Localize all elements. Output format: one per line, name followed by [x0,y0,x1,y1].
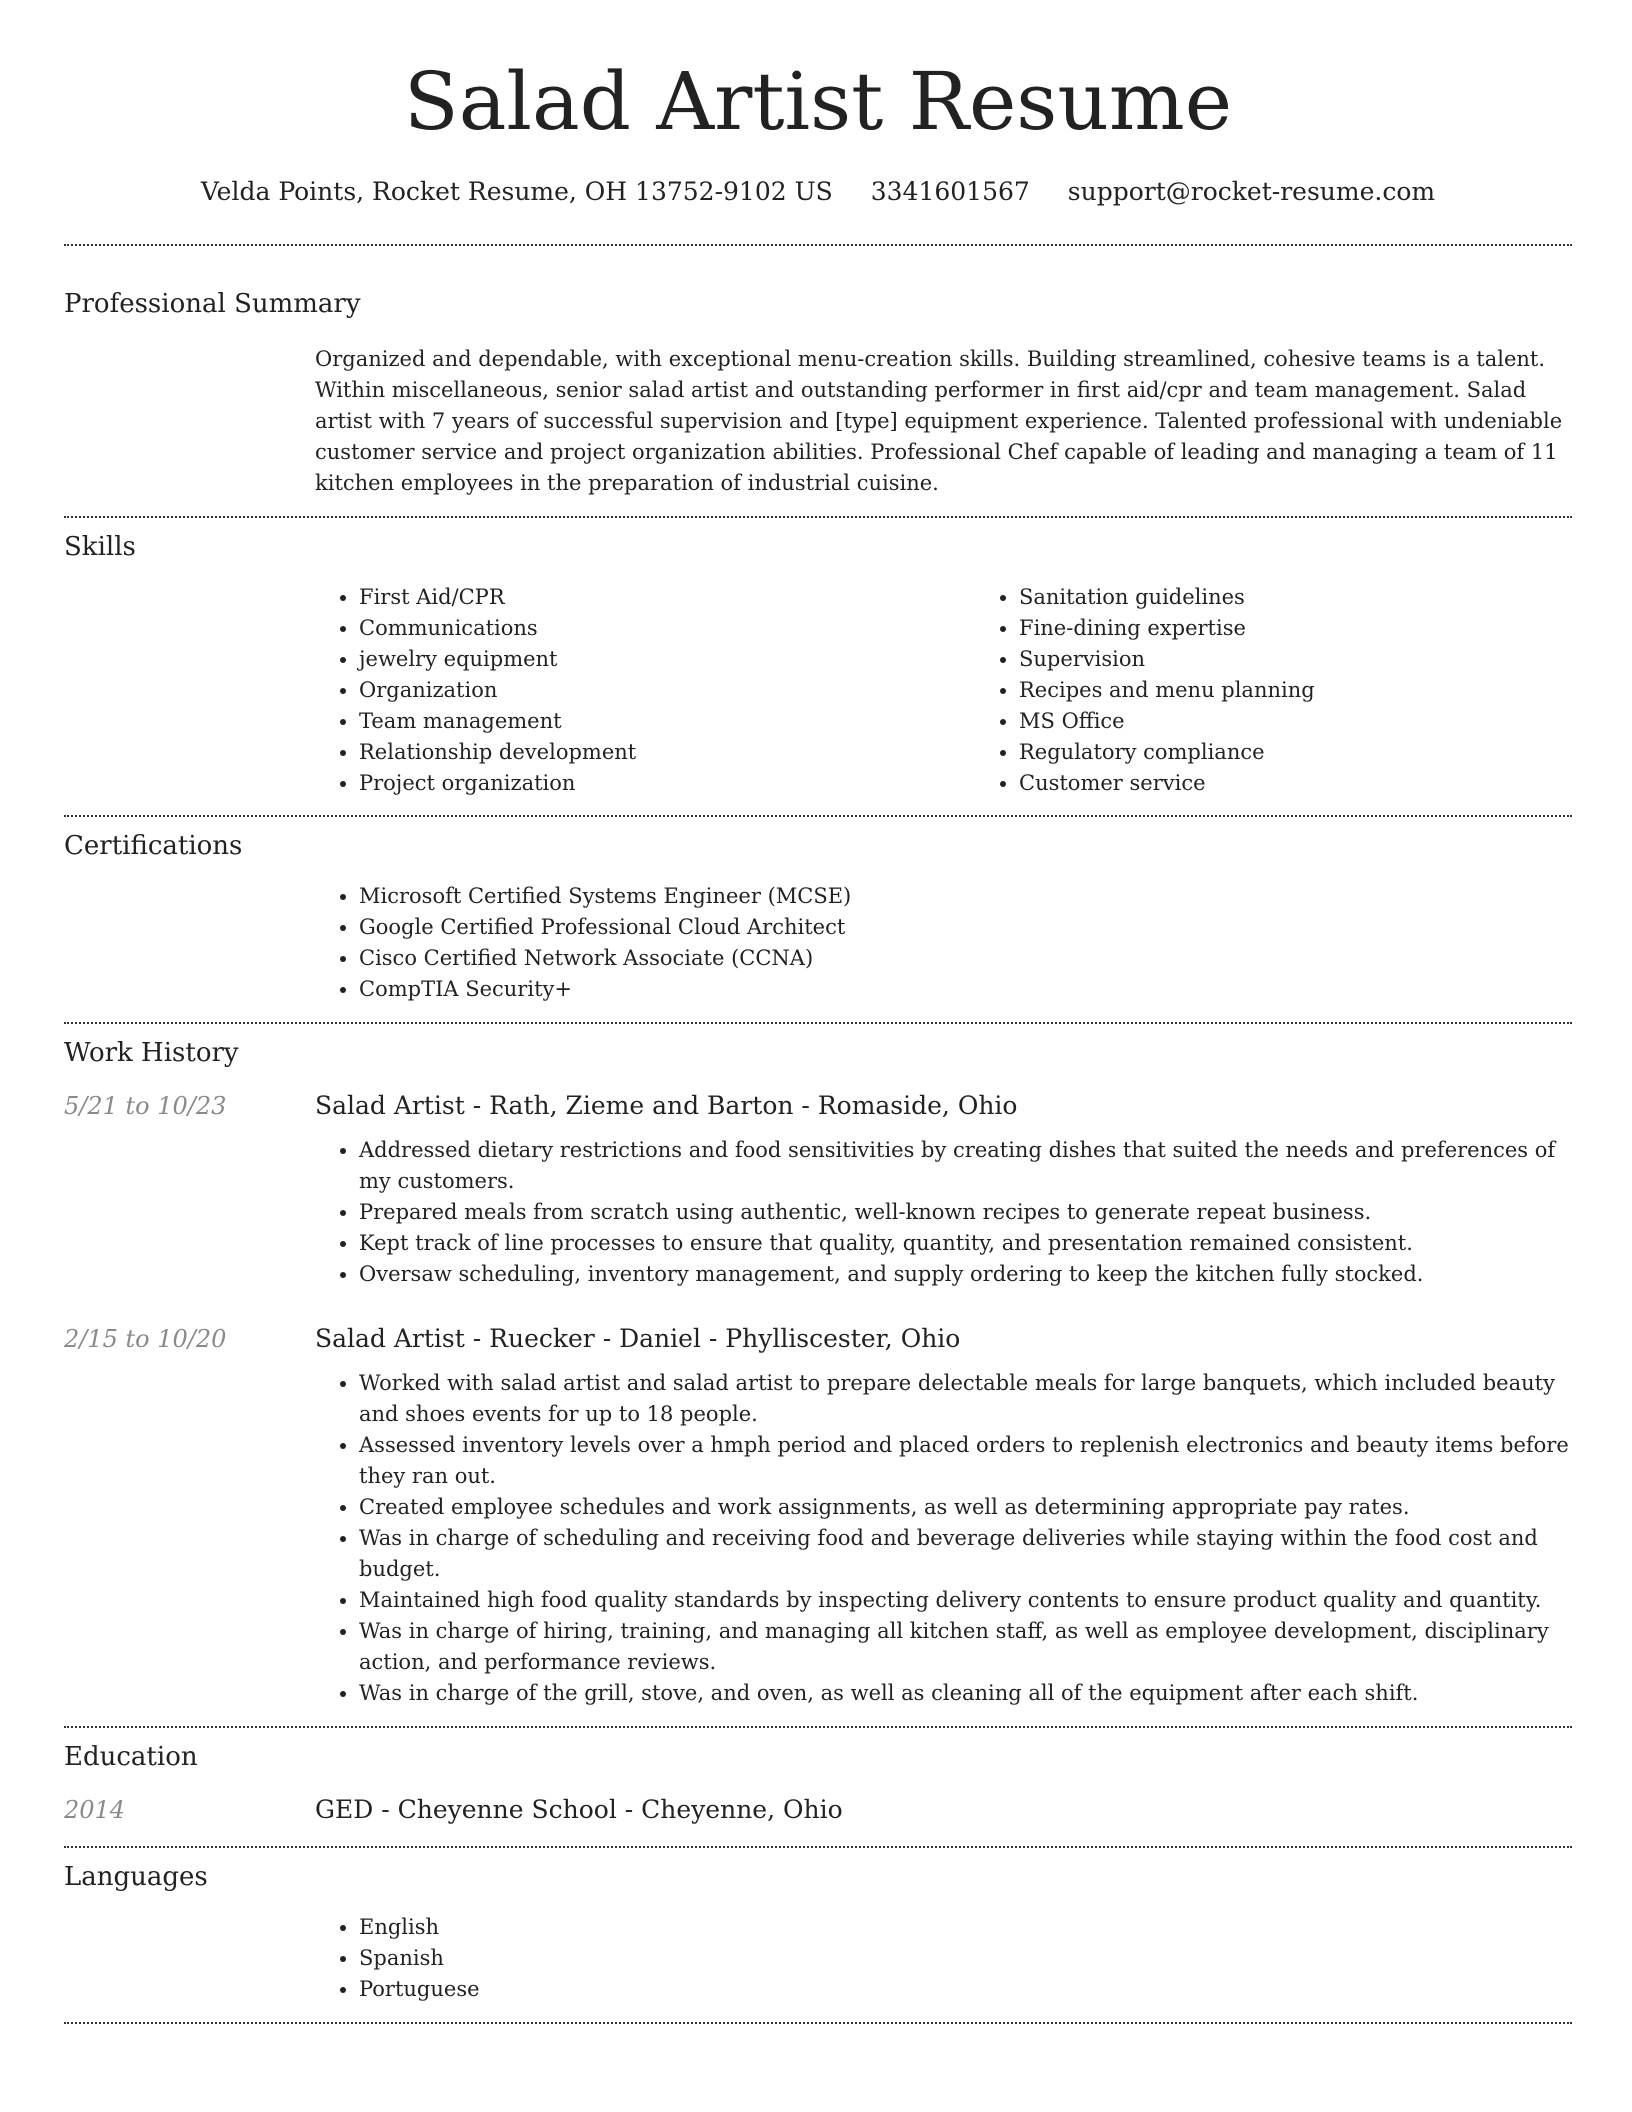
job-bullet: • Prepared meals from scratch using authentic, well-known recipes to generate repeat business. [359,1197,1572,1228]
job-bullet: • Was in charge of the grill, stove, and oven, as well as cleaning all of the equipment after each shift. [359,1678,1572,1709]
job-bullet: • Created employee schedules and work assignments, as well as determining appropriate pay rates. [359,1492,1572,1523]
summary-heading: Professional Summary [64,289,361,319]
languages-list [315,1912,1572,2005]
job-details [315,1368,1572,1709]
skill-item: • Project organization [359,768,975,799]
languages-content [315,1912,1572,2005]
contact-line [64,174,1572,210]
certification-item: • Google Certified Professional Cloud Architect [359,912,1572,943]
job-bullet: • Worked with salad artist and salad artist to prepare delectable meals for large banquets, which included beauty and shoes events for up to 18 people. [359,1368,1572,1430]
skill-item: • Recipes and menu planning [1019,675,1632,706]
divider [64,244,1572,246]
job-bullet: • Was in charge of hiring, training, and managing all kitchen staff, as well as employee development, disciplinary action, and performance reviews. [359,1616,1572,1678]
contact-email: support@rocket-resume.com [1067,177,1436,206]
education-heading: Education [64,1742,198,1772]
skill-item: • jewelry equipment [359,644,975,675]
job-bullet: • Was in charge of scheduling and receiving food and beverage deliveries while staying within the food cost and budget. [359,1523,1572,1585]
page-title: Salad Artist Resume [403,55,1233,148]
summary-text: Organized and dependable, with exceptional menu-creation skills. Building streamlined, cohesive teams is a talent. Within miscellaneous, senior salad artist and outstanding performer in first aid/cpr and team management. Salad artist with 7 years of successful supervision and [type] equipment experience. Talented professional with undeniable customer service and project organization abilities. Professional Chef capable of leading and managing a team of 11 kitchen employees in the preparation of industrial cuisine. [315,347,1563,495]
skills-section [64,529,1572,799]
skill-item: • Sanitation guidelines [1019,582,1632,613]
work-heading: Work History [64,1038,239,1068]
job-bullet: • Assessed inventory levels over a hmph period and placed orders to replenish electronics and beauty items before they ran out. [359,1430,1572,1492]
skill-item: • Communications [359,613,975,644]
language-item: • Portuguese [359,1974,1572,2005]
job-entry [64,1322,1572,1356]
certifications-content [315,881,1572,1005]
resume-page [64,0,1572,2024]
skill-item: • First Aid/CPR [359,582,975,613]
certification-item: • CompTIA Security+ [359,974,1572,1005]
job-title: Salad Artist - Rath, Zieme and Barton - Romaside, Ohio [315,1091,1018,1120]
job-details [315,1135,1572,1290]
education-entry [64,1793,1572,1827]
job-dates: 2/15 to 10/20 [64,1325,227,1353]
skill-item: • Regulatory compliance [1019,737,1632,768]
divider [64,1726,1572,1728]
job-bullets [315,1368,1572,1709]
contact-phone: 3341601567 [870,177,1030,206]
skills-heading: Skills [64,532,136,562]
skill-item: • Organization [359,675,975,706]
divider [64,1022,1572,1024]
job-title: Salad Artist - Ruecker - Daniel - Phylliscester, Ohio [315,1324,961,1353]
language-item: • Spanish [359,1943,1572,1974]
divider [64,1846,1572,1848]
job-dates: 5/21 to 10/23 [64,1092,227,1120]
education-degree: GED - Cheyenne School - Cheyenne, Ohio [315,1795,843,1824]
certification-item: • Microsoft Certified Systems Engineer (MCSE) [359,881,1572,912]
skill-item: • Supervision [1019,644,1632,675]
job-bullet: • Maintained high food quality standards by inspecting delivery contents to ensure product quality and quantity. [359,1585,1572,1616]
work-section [64,1035,1572,1709]
summary-section [64,286,1572,499]
contact-address: Velda Points, Rocket Resume, OH 13752-9102 US [200,177,833,206]
job-bullet: • Kept track of line processes to ensure that quality, quantity, and presentation remained consistent. [359,1228,1572,1259]
skill-item: • MS Office [1019,706,1632,737]
languages-heading: Languages [64,1862,208,1892]
certifications-heading: Certifications [64,831,243,861]
certification-item: • Cisco Certified Network Associate (CCNA) [359,943,1572,974]
divider [64,516,1572,518]
certifications-list [315,881,1572,1005]
skill-item: • Team management [359,706,975,737]
divider [64,2022,1572,2024]
skill-item: • Customer service [1019,768,1632,799]
job-bullet: • Oversaw scheduling, inventory management, and supply ordering to keep the kitchen fully stocked. [359,1259,1572,1290]
education-year: 2014 [64,1796,126,1824]
skills-columns [315,582,1572,799]
languages-section [64,1859,1572,2005]
skill-item: • Relationship development [359,737,975,768]
job-bullets [315,1135,1572,1290]
education-section [64,1739,1572,1827]
job-entry [64,1089,1572,1123]
divider [64,815,1572,817]
skills-list-left [315,582,975,799]
certifications-section [64,828,1572,1005]
skill-item: • Fine-dining expertise [1019,613,1632,644]
language-item: • English [359,1912,1572,1943]
job-bullet: • Addressed dietary restrictions and food sensitivities by creating dishes that suited the needs and preferences of my customers. [359,1135,1572,1197]
skills-list-right [975,582,1632,799]
